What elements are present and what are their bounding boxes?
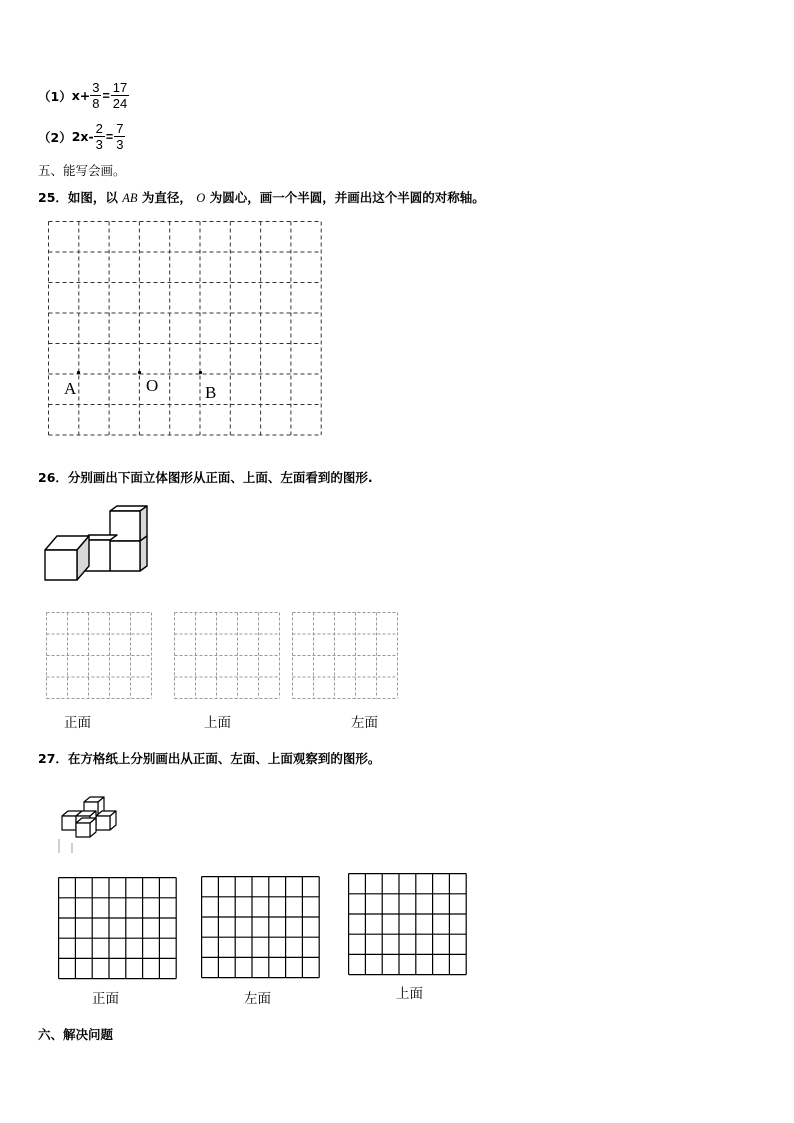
q26-left-label: 左面 [351, 715, 378, 731]
question-25-part3: 为圆心，画一个半圆，并画出这个半圆的对称轴。 [209, 190, 485, 205]
fraction-denominator: 3 [95, 137, 103, 152]
equation-1-label: （1） [38, 88, 72, 104]
fraction-numerator: 17 [112, 80, 128, 95]
equation-1 [38, 80, 129, 111]
fraction-denominator: 3 [116, 137, 124, 152]
question-25-number: 25． [38, 190, 68, 205]
point-o-dot [138, 371, 141, 374]
section-5-title: 五、能写会画。 [38, 163, 126, 178]
fraction-denominator: 24 [112, 96, 128, 111]
fraction-numerator: 7 [116, 121, 124, 136]
equation-1-variable: x+ [71, 88, 91, 103]
equation-2-fraction-left [94, 121, 105, 152]
equation-1-fraction-left [90, 80, 101, 111]
question-25-text [38, 188, 485, 206]
fraction-denominator: 8 [92, 96, 100, 111]
question-25-part2: 为直径， [141, 190, 192, 205]
point-b-label: B [205, 383, 217, 402]
equation-1-fraction-right [111, 80, 129, 111]
q26-top-label: 上面 [204, 715, 231, 731]
q27-left-label: 左面 [244, 991, 271, 1007]
fraction-numerator: 3 [92, 80, 100, 95]
q27-left-view-grid [201, 876, 320, 979]
q26-top-view-grid [174, 612, 280, 700]
q25-dashed-grid [48, 221, 323, 437]
q26-front-label: 正面 [64, 715, 91, 731]
equals-sign: = [105, 129, 114, 144]
equation-2-variable: 2x- [71, 129, 94, 144]
q26-front-view-grid [46, 612, 156, 700]
equals-sign: = [102, 88, 110, 103]
q27-front-view-grid [58, 877, 177, 980]
point-a-label: A [64, 379, 77, 398]
point-o-label: O [146, 376, 159, 395]
question-26-text: 26．分别画出下面立体图形从正面、上面、左面看到的图形. [38, 470, 373, 485]
q27-cube-figure [56, 795, 128, 855]
center-o: O [196, 191, 206, 205]
question-27-text: 27．在方格纸上分别画出从正面、左面、上面观察到的图形。 [38, 751, 381, 766]
point-b-dot [199, 371, 202, 374]
point-a-dot [77, 371, 80, 374]
question-25-part1: 如图，以 [67, 190, 118, 205]
q27-top-view-grid [348, 873, 467, 976]
q26-left-view-grid [292, 612, 398, 700]
q27-top-label: 上面 [396, 986, 423, 1002]
equation-2 [38, 121, 125, 152]
fraction-numerator: 2 [95, 121, 103, 136]
equation-2-fraction-right [114, 121, 125, 152]
equation-2-label: （2） [38, 129, 72, 145]
segment-ab: AB [122, 191, 138, 205]
section-6-title: 六、解决问题 [38, 1027, 114, 1042]
q26-cube-figure [40, 504, 152, 584]
q27-front-label: 正面 [92, 991, 119, 1007]
